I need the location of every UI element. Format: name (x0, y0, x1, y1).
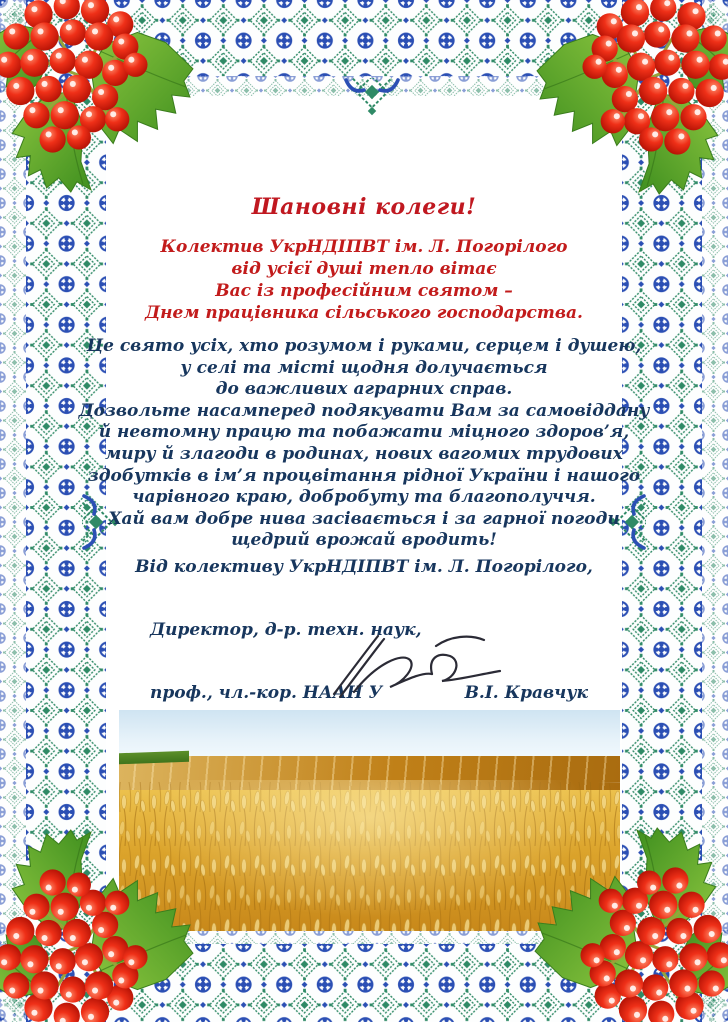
body-line: чарівного краю, добробуту та благополуччя. (132, 487, 596, 508)
signatory-degree: проф., чл.-кор. НААН У (150, 683, 383, 703)
body-line: щедрий врожай вродить! (231, 530, 497, 551)
kalyna-berries-top-left-icon (0, 0, 198, 196)
greeting-line: Колектив УкрНДІПВТ ім. Л. Погорілого (160, 237, 568, 257)
embroidery-pendant-top-icon (342, 78, 402, 130)
signatory-position: Директор, д-р. техн. наук, (150, 620, 422, 640)
body-line: здобутків в ім’я процвітання рідної України і нашого (87, 465, 641, 486)
body-block (0, 336, 728, 552)
body-line: миру й злагоди в родинах, нових вагомих трудових (105, 443, 623, 464)
kalyna-berries-bottom-left-icon (0, 826, 198, 1022)
closing-line: Від колективу УкрНДІПВТ ім. Л. Погорілого, (135, 557, 593, 577)
letter-title: Шановні колеги! (251, 194, 477, 220)
kalyna-berries-top-right-icon (532, 0, 728, 198)
body-line: Хай вам добре нива засівається і за гарної погоди (108, 508, 620, 529)
greeting-line: Вас із професійним святом – (215, 281, 513, 301)
body-line: у селі та місті щодня долучається (180, 357, 548, 378)
photo-sky (119, 710, 620, 762)
handwritten-signature (318, 628, 518, 700)
body-line: Це свято усіх, хто розумом і руками, серцем і душею, (86, 336, 642, 356)
greeting-line: від усієї душі тепло вітає (231, 259, 497, 279)
body-line: до важливих аграрних справ. (215, 379, 513, 400)
greeting-line: Днем працівника сільського господарства. (145, 303, 583, 323)
kalyna-berries-bottom-right-icon (530, 824, 728, 1022)
greeting-block (0, 236, 728, 324)
body-line: й невтомну працю та побажати міцного здоров’я, (98, 422, 630, 443)
body-line: Дозвольте насамперед подякувати Вам за самовіддану (78, 400, 650, 421)
signatory-name: В.І. Кравчук (464, 683, 588, 703)
